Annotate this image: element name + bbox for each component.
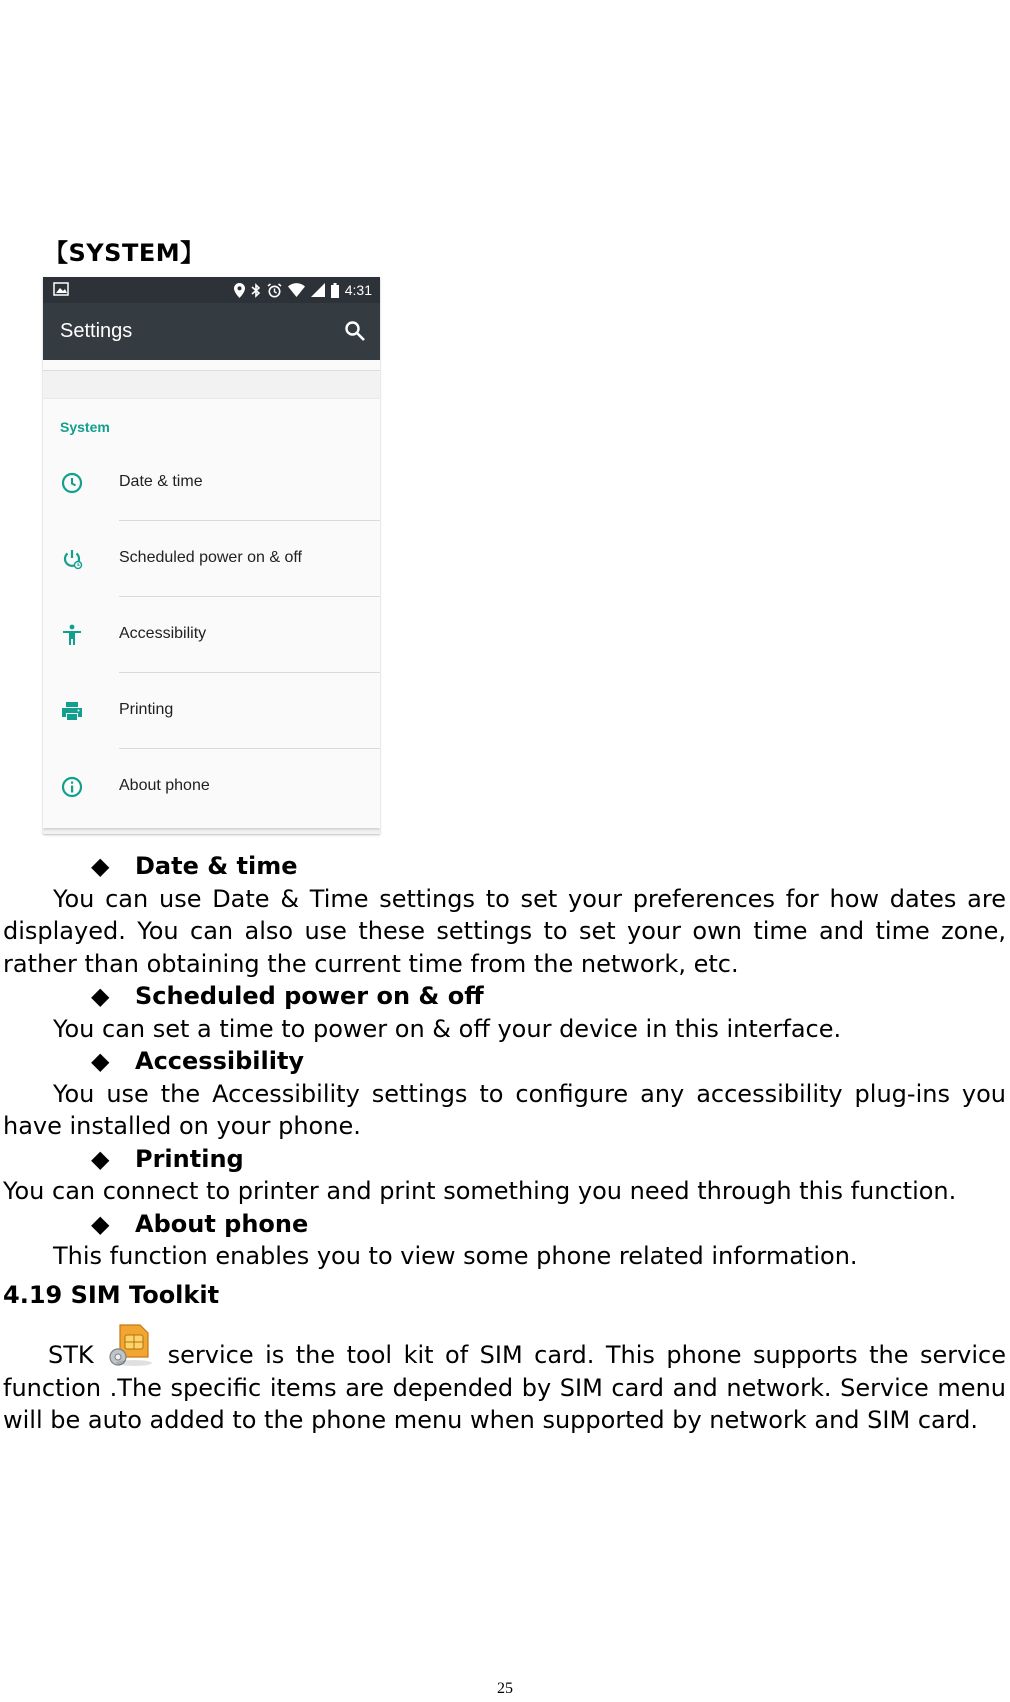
image-notification-icon bbox=[53, 282, 69, 296]
settings-item-label: Date & time bbox=[119, 473, 203, 490]
sim-toolkit-icon bbox=[106, 1321, 156, 1367]
settings-screenshot bbox=[43, 277, 380, 834]
status-time: 4:31 bbox=[344, 282, 372, 298]
system-card bbox=[43, 399, 380, 828]
settings-item-printing[interactable] bbox=[43, 673, 380, 749]
accessibility-icon bbox=[60, 623, 84, 647]
settings-item-about-phone[interactable] bbox=[43, 749, 380, 825]
power-schedule-icon bbox=[60, 547, 84, 571]
status-bar bbox=[43, 277, 380, 303]
location-icon bbox=[234, 283, 245, 298]
bullet-diamond: ◆ bbox=[91, 1144, 110, 1173]
section-title: Date & time bbox=[135, 852, 298, 880]
printer-icon bbox=[60, 699, 84, 723]
clock-icon bbox=[60, 471, 84, 495]
card-title: System bbox=[60, 419, 110, 435]
section-paragraph: You use the Accessibility settings to configure any accessibility plug-ins you have installed on your phone. bbox=[3, 1079, 1006, 1140]
section-paragraph: This function enables you to view some phone related information. bbox=[53, 1242, 858, 1270]
bullet-diamond: ◆ bbox=[91, 1209, 110, 1238]
section-heading bbox=[3, 1045, 1006, 1078]
bullet-diamond: ◆ bbox=[91, 982, 110, 1010]
wifi-icon bbox=[288, 283, 305, 297]
stk-text: service is the tool kit of SIM card. This phone supports the service function .The specific items are depended by SIM card and network. Service menu will be auto added to the phone menu when supported by network and SIM card. bbox=[3, 1341, 1006, 1434]
settings-item-accessibility[interactable] bbox=[43, 597, 380, 673]
section-heading bbox=[3, 980, 1006, 1013]
app-bar bbox=[43, 303, 380, 360]
stk-paragraph bbox=[3, 1321, 1006, 1437]
page-number: 25 bbox=[497, 1680, 513, 1697]
info-icon bbox=[60, 775, 84, 799]
stk-label: STK bbox=[48, 1341, 94, 1369]
bluetooth-icon bbox=[251, 283, 261, 298]
settings-item-date-time[interactable] bbox=[43, 445, 380, 521]
settings-item-label: Printing bbox=[119, 701, 174, 718]
section-heading bbox=[3, 1143, 1006, 1176]
settings-item-scheduled-power[interactable] bbox=[43, 521, 380, 597]
section-title: Scheduled power on & off bbox=[135, 982, 484, 1010]
settings-item-label: About phone bbox=[119, 777, 210, 794]
settings-item-label: Accessibility bbox=[119, 625, 207, 642]
document-body bbox=[3, 850, 1006, 1437]
bullet-diamond: ◆ bbox=[91, 1047, 110, 1075]
battery-icon bbox=[331, 283, 339, 298]
section-heading bbox=[3, 1208, 1006, 1241]
section-paragraph: You can connect to printer and print something you need through this function. bbox=[3, 1177, 957, 1205]
settings-item-label: Scheduled power on & off bbox=[119, 549, 302, 566]
section-title: Printing bbox=[135, 1144, 244, 1173]
previous-card-edge bbox=[43, 360, 380, 371]
section-title: About phone bbox=[135, 1209, 309, 1238]
section-heading bbox=[3, 850, 1006, 883]
bullet-diamond: ◆ bbox=[91, 852, 110, 880]
search-icon[interactable] bbox=[344, 320, 366, 342]
app-title: Settings bbox=[60, 320, 133, 342]
signal-icon bbox=[311, 283, 325, 297]
section-paragraph: You can use Date & Time settings to set your preferences for how dates are displayed. You can also use these settings to set your own time and time zone, rather than obtaining the current time from the network, etc. bbox=[3, 884, 1006, 978]
alarm-icon bbox=[267, 283, 282, 298]
section-paragraph: You can set a time to power on & off your device in this interface. bbox=[53, 1014, 842, 1043]
subsection-title: 4.19 SIM Toolkit bbox=[3, 1280, 220, 1309]
section-header: 【SYSTEM】 bbox=[44, 239, 205, 267]
section-title: Accessibility bbox=[135, 1047, 305, 1075]
